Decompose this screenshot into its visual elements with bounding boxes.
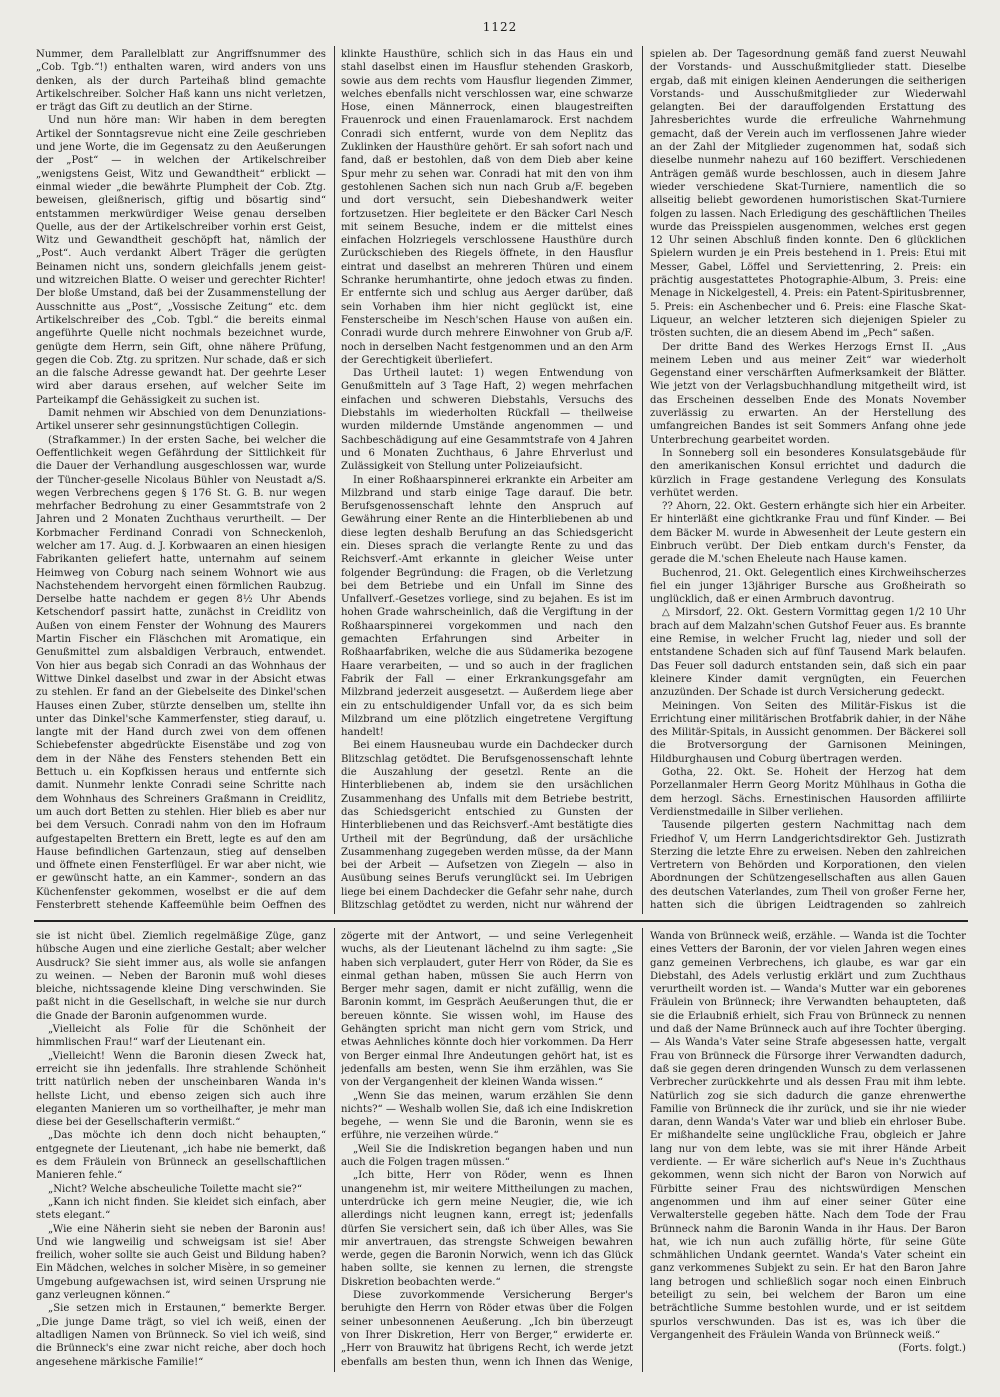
top-column-3 (650, 48, 966, 910)
article-paragraph: zögerte mit der Antwort, — und seine Verlegenheit wuchs, als der Lieutenant lächelnd zu ihm sagte: „Sie haben sich verplaudert, guter Herr von Röder, da Sie es einmal gethan haben, müssen Sie auch Herrn von Berger mehr sagen, damit er nicht zufällig, wenn die Baronin kommt, im Gespräch Aeußerungen thut, die er bereuen könnte. Sie wissen wohl, im Hause des Gehängten spricht man nicht gern vom Strick, und etwas Aehnliches könnte doch hier vorkommen. Da Herr von Berger einmal Ihre Andeutungen gehört hat, ist es jedenfalls am besten, wenn Sie ihm erzählen, was Sie von der Vergangenheit der kleinen Wanda wissen.“ (341, 931, 633, 1089)
page-number: 1122 (482, 20, 518, 34)
article-paragraph: „Nicht? Welche abscheuliche Toilette macht sie?“ (48, 1183, 302, 1195)
article-paragraph: klinkte Hausthüre, schlich sich in das Haus ein und stahl daselbst einen im Hausflur stehenden Graskorb, sowie aus dem rechts vom Hausflur liegenden Zimmer, welches ebenfalls nicht verschlossen war, eine schwarze Hose, einen Männerrock, einen blaugestreiften Frauenrock und einen Frauenlamarock. Erst nachdem Conradi sich entfernt, wurde von dem Neplitz das Zuklinken der Hausthüre gehört. Er sah sofort nach und fand, daß er bestohlen, daß von dem Dieb aber keine Spur mehr zu sehen war. Conradi hat mit den von ihm gestohlenen Sachen sich nun nach Grub a/F. begeben und dort versucht, sein Diebeshandwerk weiter fortzusetzen. Hier begleitete er den Bäcker Carl Nesch mit seinem Besuche, indem er die mittelst eines einfachen Holzriegels verschlossene Hausthüre durch Zurückschieben des Riegels öffnete, in den Hausflur eintrat und daselbst an mehreren Thüren und einem Schranke herumhantirte, ohne jedoch etwas zu finden. Er entfernte sich und schlug aus Aerger darüber, daß sein Vorhaben ihm hier nicht geglückt ist, eine Fensterscheibe im Nesch'schen Hause von außen ein. Conradi wurde durch mehrere Einwohner von Grub a/F. noch in derselben Nacht festgenommen und an den Arm der Gerechtigkeit überliefert. (341, 49, 633, 366)
article-paragraph: „Ich bitte, Herr von Röder, wenn es Ihnen unangenehm ist, mir weitere Mittheilungen zu machen, unterdrücke ich gern meine Neugier, die, wie ich allerdings nicht leugnen kann, erregt ist; jedenfalls dürfen Sie versichert sein, daß ich über Alles, was Sie mir anvertrauen, das strengste Schweigen bewahren werde, gegen die Baronin Norwich, wenn ich das Glück haben sollte, sie kennen zu lernen, die strengste Diskretion beobachten werde.“ (341, 1170, 633, 1288)
article-paragraph: Und nun höre man: Wir haben in dem beregten Artikel der Sonntagsrevue nicht eine Zeile geschrieben und jene Worte, die im Gegensatz zu den Aeußerungen der „Post“ — in welchen der Artikelschreiber „wenigstens Geist, Witz und Gewandtheit“ erblickt — einmal wieder „die bewährte Plumpheit der Cob. Ztg. beweisen, gleißnerisch, giftig und bösartig sind“ entstammen merkwürdiger Weise genau derselben Quelle, aus der der Artikelschreiber vorhin erst Geist, Witz und Gewandtheit geschöpft hat, nämlich der „Post“. Auch verdankt Albert Träger die gerügten Beinamen nicht uns, sondern gleichfalls jenem geist- und witzreichen Blatte. O weiser und gerechter Richter! Der bloße Umstand, daß bei der Zusammenstellung der Ausschnitte aus „Post“, „Vossische Zeitung“ etc. dem Artikelschreiber des „Cob. Tgbl.“ die bereits einmal angeführte Quelle nicht nochmals bezeichnet wurde, genügte dem Herrn, sein Gift, ohne nähere Prüfung, gegen die Cob. Ztg. zu spritzen. Nur schade, daß er sich an die falsche Adresse gewandt hat. Der geehrte Leser wird aber daraus ersehen, auf welcher Seite im Parteikampf die Gehässigkeit zu suchen ist. (36, 115, 326, 406)
article-paragraph: spielen ab. Der Tagesordnung gemäß fand zuerst Neuwahl der Vorstands- und Ausschußmitglieder statt. Dieselbe ergab, daß mit einigen kleinen Aenderungen die seitherigen Vorstands- und Ausschußmitglieder zur Wiederwahl gelangten. Bei der darauffolgenden Erstattung des Jahresberichtes wurde die erfreuliche Wahrnehmung gemacht, daß der Verein auch im verflossenen Jahre wieder an der Zahl der Mitglieder zugenommen hat, sodaß sich dieselbe nunmehr nahezu auf 160 beziffert. Verschiedenen Anträgen gemäß wurde beschlossen, auch in diesem Jahre wieder verschiedene Skat-Turniere, namentlich die so allseitig beliebt gewordenen humoristischen Skat-Turniere folgen zu lassen. Nach Erledigung des geschäftlichen Theiles wurde das Preisspielen ausgenommen, welches erst gegen 12 Uhr seinen Abschluß finden konnte. Den 6 glücklichen Spielern wurden je ein Preis bestehend in 1. Preis: Etui mit Messer, Gabel, Löffel und Serviettenring, 2. Preis: ein prächtig ausgestattetes Photographie-Album, 3. Preis: eine Menage in Nickelgestell, 4. Preis: ein Patent-Spiritusbrenner, 5. Preis: ein Aschenbecher und 6. Preis: eine Flasche Skat-Liqueur, an welcher letzteren sich diejenigen Spieler zu trösten suchten, die an diesem Abend im „Pech“ saßen. (650, 49, 966, 340)
article-paragraph: Der dritte Band des Werkes Herzogs Ernst II. „Aus meinem Leben und aus meiner Zeit“ war wiederholt Gegenstand einer verschärften Aufmerksamkeit der Blätter. Wie jetzt von der Verlagsbuchhandlung mitgetheilt wird, ist das Erscheinen desselben Ende des Monats November zuverlässig zu erwarten. An der Herstellung des umfangreichen Bandes ist seit Sommers Anfang ohne jede Unterbrechung gearbeitet worden. (650, 341, 966, 446)
article-paragraph: Wanda von Brünneck weiß, erzähle. — Wanda ist die Tochter eines Vetters der Baronin, der vor vielen Jahren wegen eines ganz gemeinen Verbrechens, ich glaube, es war gar ein Diebstahl, des Adels verlustig erklärt und zum Zuchthaus verurtheilt worden ist. — Wanda's Mutter war ein geborenes Fräulein von Brünneck; ihre Verwandten behaupteten, daß sie die Erlaubniß erhielt, sich Frau von Brünneck zu nennen und daß der Name Brünneck auch auf ihre Tochter überging. — Als Wanda's Vater seine Strafe abgesessen hatte, vergalt Frau von Brünneck die Fürsorge ihrer Verwandten dadurch, daß sie gegen deren dringenden Wunsch zu dem verlassenen Verbrecher zurückkehrte und als dessen Frau mit ihm lebte. Natürlich zog sie sich dadurch die ganze ehrenwerthe Familie von Brünneck die ihr zurück, und sie ihr nie wieder daran, denn Wanda's Vater war und blieb ein ehrloser Bube. Er mißhandelte seine unglückliche Frau, obgleich er Jahre lang nur von dem lebte, was sie mit ihrer Hände Arbeit verdiente. — Er wäre sicherlich auf's Neue in's Zuchthaus gekommen, wenn sich nicht der Baron von Norwich auf Fürbitte seiner Frau des nichtswürdigen Menschen angenommen und ihm auf einer seiner Güter eine Verwalterstelle gegeben hätte. Nach dem Tode der Frau Brünneck nahm die Baronin Wanda in ihr Haus. Der Baron hat, wie ich nun auch zufällig hörte, für seine Güte schmählichen Undank geerntet. Wanda's Vater scheint ein ganz verkommenes Subjekt zu sein. Er hat den Baron Jahre lang betrogen und schließlich sogar noch einen Einbruch beteiligt zu sein, bei welchem der Baron um eine beträchtliche Summe bestohlen wurde, und er ist seitdem spurlos verschwunden. Das ist es, was ich über die Vergangenheit des Fräulein Wanda von Brünneck weiß.“ (650, 931, 966, 1341)
feuilleton-column-2 (341, 930, 633, 1368)
article-paragraph: „Wie eine Näherin sieht sie neben der Baronin aus! Und wie langweilig und schweigsam ist sie! Aber freilich, woher sollte sie auch Geist und Bildung haben? Ein Mädchen, welches in solcher Misère, in so gemeiner Umgebung aufgewachsen ist, wird seinen Ursprung nie ganz verleugnen können.“ (36, 1223, 326, 1302)
article-paragraph: In einer Roßhaarspinnerei erkrankte ein Arbeiter am Milzbrand und starb einige Tage darauf. Die betr. Berufsgenossenschaft lehnte den Anspruch auf Gewährung einer Rente an die Hinterbliebenen ab und diese legten deshalb Berufung an das Schiedsgericht ein. Dieses sprach die verlangte Rente zu und das Reichsverf.-Amt erkannte in gleicher Weise unter folgender Begründung: die Fragen, ob die Verletzung bei dem Betriebe und ein Unfall im Sinne des Unfallverf.-Gesetzes vorliege, sind zu bejahen. Es ist im hohen Grade wahrscheinlich, daß die Vergiftung in der Roßhaarspinnerei vorgekommen und nach den gemachten Erfahrungen sind Arbeiter in Roßhaarfabriken, welche die aus Südamerika bezogene Haare verarbeiten, — und so auch in der fraglichen Fabrik der Fall — einer Erkrankungsgefahr am Milzbrand jederzeit ausgesetzt. — Außerdem liege aber ein zu entschuldigender Unfall vor, da es sich beim Milzbrand um eine plötzlich eingetretene Vergiftung handelt! (341, 474, 633, 739)
article-paragraph: Bei einem Hausneubau wurde ein Dachdecker durch Blitzschlag getödtet. Die Berufsgenossenschaft lehnte die Auszahlung der gesetzl. Rente an die Hinterbliebenen ab, indem sie den ursächlichen Zusammenhang des Unfalls mit dem Betriebe bestritt, das Schiedsgericht entschied zu Gunsten der Hinterbliebenen und das Reichsverf.-Amt bestätigte dies Urtheil mit der Begründung, daß der ursächliche Zusammenhang zugegeben werden müsse, da der Mann bei der Arbeit — Aufsetzen von Ziegeln — also in Ausübung seines Berufs verunglückt sei. Im Uebrigen liege bei einem Dachdecker die Gefahr sehr nahe, durch Blitzschlag getödtet zu werden, nicht nur während der (341, 740, 633, 910)
article-paragraph: „Wenn Sie das meinen, warum erzählen Sie denn nichts?“ — Weshalb wollen Sie, daß ich eine Indiskretion begehe, — wenn Sie und die Baronin, wenn sie es erführe, nie verzeihen würde.“ (341, 1090, 633, 1142)
article-paragraph: Damit nehmen wir Abschied von dem Denunziations-Artikel unserer sehr gesinnungstüchtigen Collegin. (36, 408, 326, 433)
article-paragraph: (Strafkammer.) In der ersten Sache, bei welcher die Oeffentlichkeit wegen Gefährdung der Sittlichkeit für die Dauer der Verhandlung ausgeschlossen war, wurde der Tüncher-geselle Nicolaus Bühler von Neustadt a/S. wegen Verbrechens gegen § 176 St. G. B. nur wegen mehrfacher Bedrohung zu einer Gesammtstrafe von 2 Jahren und 2 Monaten Zuchthaus verurtheilt. — Der Korbmacher Ferdinand Conradi von Schneckenloh, welcher am 17. Aug. d. J. Korbwaaren an einen hiesigen Fabrikanten geliefert hatte, unternahm auf seinem Heimweg von Coburg nach seinem Wohnort wie aus Nachstehendem hervorgeht einen förmlichen Raubzug. Derselbe hatte nachdem er gegen 8½ Uhr Abends Ketschendorf passirt hatte, zunächst in Creidlitz von Außen von einem Fenster der Wohnung des Maurers Martin Fischer ein Fläschchen mit Aromatique, ein Genußmittel zum alsbaldigen Verbrauch, entwendet. Von hier aus begab sich Conradi an das Wohnhaus der Wittwe Dinkel daselbst und zwar in der Absicht etwas zu stehlen. Er fand an der Giebelseite des Dinkel'schen Hauses einen Zuber, stürzte denselben um, stellte ihn unter das Dinkel'sche Kammerfenster, stieg darauf, u. langte mit der Hand durch zwei von dem offenen Schiebefenster abgedrückte Eisenstäbe und zog von dem in der Nähe des Fensters stehenden Bett ein Bettuch u. ein Kopfkissen heraus und entfernte sich damit. Nunmehr lenkte Conradi seine Schritte nach dem Wohnhaus des Schreiners Graßmann in Creidlitz, um auch dort Betten zu stehlen. Hier blieb es aber nur bei dem Versuch. Conradi nahm von den im Hofraum aufgestapelten Brettern ein Brett, legte es auf den am Hause befindlichen Gartenzaun, stieg auf denselben und öffnete einen Fensterflügel. Er war aber nicht, wie er gewünscht hatte, an ein Kammer-, sondern an das Küchenfenster gekommen, woselbst er die auf dem Fensterbrett stehende Kaffeemühle beim Oeffnen des (36, 434, 326, 910)
article-paragraph: Nummer, dem Parallelblatt zur Angriffsnummer des „Cob. Tgb.“!) enthalten waren, wird anders von uns denken, als der durch Parteihaß blind gemachte Artikelschreiber. Solcher Haß kann uns nicht verletzen, er trägt das Gift zu deutlich an der Stirne. (36, 49, 326, 114)
article-paragraph: Tausende pilgerten gestern Nachmittag nach dem Friedhof V, um Herrn Landgerichtsdirektor Geh. Justizrath Sterzing die letzte Ehre zu erweisen. Neben den zahlreichen Vertretern von Behörden und Korporationen, den vielen Abordnungen der Schützengesellschaften aus allen Gauen des deutschen Vaterlandes, zum Theil von großer Ferne her, hatten sich die übrigen Leidtragenden so zahlreich (650, 820, 966, 910)
article-paragraph: Diese zuvorkommende Versicherung Berger's beruhigte den Herrn von Röder etwas über die Folgen seiner unbesonnenen Aeußerung. „Ich bin überzeugt von Ihrer Diskretion, Herr von Berger,“ erwiderte er. „Herr von Brauwitz hat übrigens Recht, ich werde jetzt ebenfalls am besten thun, wenn ich Ihnen das Wenige, (341, 1290, 633, 1368)
article-paragraph: Meiningen. Von Seiten des Militär-Fiskus ist die Errichtung einer militärischen Brotfabrik dahier, in der Nähe des Militär-Spitals, in Aussicht genommen. Der Bäckerei soll die Brotversorgung der Garnisonen Meiningen, Hildburghausen und Coburg übertragen werden. (650, 700, 966, 765)
article-paragraph: sie ist nicht übel. Ziemlich regelmäßige Züge, ganz hübsche Augen und eine zierliche Gestalt; aber welcher Ausdruck? Sie sieht immer aus, als wolle sie anfangen zu weinen. — Neben der Baronin muß wohl dieses bleiche, nichtssagende kleine Ding verschwinden. Sie paßt nicht in die Gesellschaft, in welche sie nur durch die Gnade der Baronin aufgenommen wurde. (36, 931, 326, 1022)
column-rule (334, 928, 335, 1372)
article-paragraph: Buchenrod, 21. Okt. Gelegentlich eines Kirchweihscherzes fiel ein junger 13jähriger Bursche aus Großheirath so unglücklich, daß er einen Armbruch davontrug. (650, 567, 966, 606)
top-column-2 (341, 48, 633, 910)
article-paragraph: „Weil Sie die Indiskretion begangen haben und nun auch die Folgen tragen müssen.“ (341, 1143, 633, 1169)
article-paragraph: Das Urtheil lautet: 1) wegen Entwendung von Genußmitteln auf 3 Tage Haft, 2) wegen mehrfachen einfachen und schweren Diebstahls, Versuchs des Diebstahls im wiederholten Rückfall — theilweise wurden mildernde Umstände angenommen — und Sachbeschädigung auf eine Gesammtstrafe von 4 Jahren und 6 Monaten Zuchthaus, 6 Jahre Ehrverlust und Zulässigkeit von Stellung unter Polizeiaufsicht. (341, 368, 633, 473)
column-rule (642, 928, 643, 1372)
continuation-note: (Forts. folgt.) (898, 1343, 966, 1355)
column-rule (334, 46, 335, 914)
article-paragraph: „Kann ich nicht finden. Sie kleidet sich einfach, aber stets elegant.“ (36, 1196, 326, 1222)
article-paragraph: △ Mirsdorf, 22. Okt. Gestern Vormittag gegen 1/2 10 Uhr brach auf dem Malzahn'schen Gutshof Feuer aus. Es brannte eine Remise, in welcher Frucht lag, nieder und soll der entstandene Schaden sich auf fünf Tausend Mark belaufen. Das Feuer soll dadurch entstanden sein, daß sich ein paar kleinere Kinder damit vergnügten, ein Feuerchen anzuzünden. Der Schade ist durch Versicherung gedeckt. (650, 607, 966, 699)
column-rule (642, 46, 643, 914)
feuilleton-divider (34, 920, 968, 922)
article-paragraph: In Sonneberg soll ein besonderes Konsulatsgebäude für den amerikanischen Konsul errichtet und dadurch die kürzlich in Frage gestandene Verlegung des Konsulats verhütet werden. (650, 447, 966, 499)
article-paragraph: „Vielleicht als Folie für die Schönheit der himmlischen Frau!“ warf der Lieutenant ein. (36, 1024, 326, 1049)
top-column-1 (36, 48, 326, 910)
article-paragraph: Gotha, 22. Okt. Se. Hoheit der Herzog hat dem Porzellanmaler Herrn Georg Moritz Mühlhaus in Gotha die dem herzogl. Sächs. Ernestinischen Hausorden affiliirte Verdienstmedaille in Silber verliehen. (650, 767, 966, 818)
article-paragraph: „Sie setzen mich in Erstaunen,“ bemerkte Berger. „Die junge Dame trägt, so viel ich weiß, einen der altadligen Namen von Brünneck. So viel ich weiß, sind die Brünneck's eine zwar nicht reiche, aber doch hoch angesehene märkische Familie!“ (36, 1303, 326, 1368)
article-paragraph: „Das möchte ich denn doch nicht behaupten,“ entgegnete der Lieutenant, „ich habe nie bemerkt, daß es dem Fräulein von Brünneck an gesellschaftlichen Manieren fehle.“ (36, 1130, 326, 1182)
feuilleton-column-1 (36, 930, 326, 1368)
feuilleton-column-3 (650, 930, 966, 1368)
article-paragraph: „Vielleicht! Wenn die Baronin diesen Zweck hat, erreicht sie ihn jedenfalls. Ihre strahlende Schönheit tritt natürlich neben der unscheinbaren Wanda in's hellste Licht, und ebenso zeigen sich auch ihre eleganten Manieren um so vortheilhafter, je mehr man diese bei der Gesellschafterin vermißt.“ (36, 1050, 326, 1129)
article-paragraph: ?? Ahorn, 22. Okt. Gestern erhängte sich hier ein Arbeiter. Er hinterläßt eine gichtkranke Frau und fünf Kinder. — Bei dem Bäcker M. wurde in Abwesenheit der Leute gestern ein Einbruch verübt. Der Dieb entkam durch's Fenster, da gerade die M.'schen Eheleute nach Hause kamen. (650, 501, 966, 566)
